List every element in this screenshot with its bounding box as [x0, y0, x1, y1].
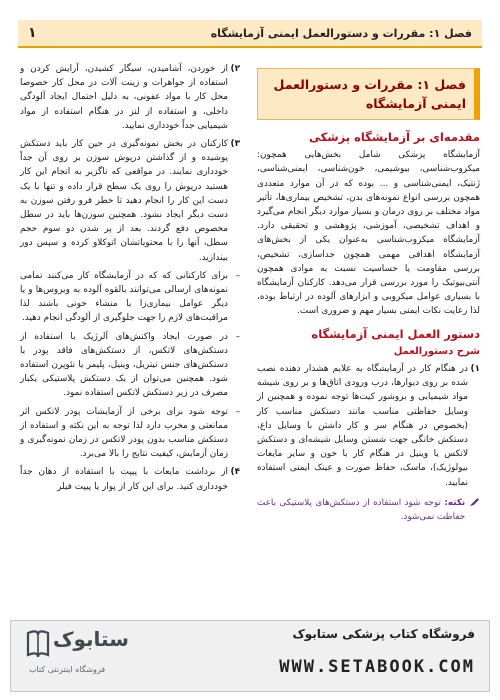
sub-point-3 [20, 405, 240, 462]
setabook-logo [23, 625, 133, 685]
chapter-title: فصل ۱: مقررات و دستورالعمل ایمنی آزمایشگاه [273, 77, 466, 111]
intro-paragraph: آزمایشگاه پزشکی شامل بخش‌هایی همچون: میکروب‌شناسی، بیوشیمی، خون‌شناسی، ایمنی‌شناسی، ژنتیک، ایمنی‌شناسی و ... بوده که در آن موارد متعددی همچون بررسی انواع نمونه‌های بدن، تشخیص بیماری‌ها، تأثیر مواد مختلف بر روی درمان و بسیار موارد دیگر انجام می‌گیرد و اهداف تشخیصی، آموزشی، پژوهشی و تحقیقی دارد. آزمایشگاه میکروب‌شناسی به‌عنوان یکی از بخش‌های آزمایشگاه اهدافی مهمی همچون جداسازی، تشخیص، بررسی مقاومت یا حساسیت نسبت به موادی همچون آنتی‌بیوتیک را مورد بررسی قرار می‌دهد. کارکنان آزمایشگاه با بسیاری عوامل میکروبی و ابزارهای آلوده در ارتباط بوده، لذا رعایت نکات ایمنی بسیار مهم و ضروری است. [257, 150, 480, 317]
dash-marker: – [235, 406, 240, 417]
item-text: کارکنان در بخش نمونه‌گیری در حین کار باید دستکش پوشیده و از گذاشتن درپوش سوزن بر روی آن جداً خودداری نمایند. در مواقعی که ناگزیر به انجام این کار هستید درپوش را روی یک سطح قرار داده و تنها با یک دست این کار را انجام دهید تا خطر فرو رفتن سوزن به دست دیگر ایجاد نشود. همچنین سوزن‌ها باید در سطل مخصوص دفع گردند. بعد از پر شدن دو سوم حجم سطل، آنها را با محتویاتشان اتوکلاو کرده و سپس دور بیندازید. [20, 139, 228, 263]
guideline-item-2 [20, 62, 240, 133]
dash-marker: – [235, 270, 240, 281]
dash-marker: – [235, 331, 240, 342]
right-column [257, 62, 480, 524]
guideline-item-3 [20, 137, 240, 265]
item-text: در هنگام کار در آزمایشگاه به علایم هشدار دهنده نصب شده بر روی دیوارها، درب ورودی اتاق‌ها و بر روی شیشه مواد شیمیایی و بروشور کیت‌ها توجه نموده و همچنین از وسایل حفاظتی مناسب مانند دستکش مناسب کار (بخصوص در هنگام سر و کار داشتن با وسایل داغ، دستکش خانگی جهت شستن وسایل شیشه‌ای و دستکش لاتکس یا وینیل در هنگام کار با خون و سایر مایعات بیولوژیک)، ماسک، حفاظ صورت و عینک ایمنی استفاده نمایید. [257, 364, 468, 488]
item-number: ۳) [230, 139, 240, 150]
page-number: ۱ [28, 25, 37, 41]
item-number: ۲) [230, 64, 240, 74]
guideline-item-1 [257, 362, 480, 490]
store-name: فروشگاه کتاب پزشکی ستابوک [292, 627, 475, 641]
pen-icon [469, 496, 480, 508]
note-text: توجه شود استفاده از دستکش‌های پلاستیکی باعث حفاظت نمی‌شود. [257, 497, 466, 523]
website-link[interactable]: WWW.SETABOOK.COM [279, 657, 475, 677]
safety-subheading: شرح دستورالعمل [393, 345, 480, 357]
guideline-item-4 [20, 465, 240, 493]
logo-tagline: فروشگاه اینترنتی کتاب [29, 665, 106, 674]
running-header [18, 20, 482, 48]
sub-point-text: در صورت ایجاد واکنش‌های آلرژیک با استفاده از دستکش‌های لاتکس، از دستکش‌های فاقد پودر یا دستکش‌های جنس نیتریل، وینیل، پلیمر یا نئوپرن استفاده شود. همچنین می‌توان از یک دستکش پلاستیکی یکبار مصرف در زیر دستکش لاتکس استفاده نمود. [20, 331, 228, 399]
footer-banner [10, 620, 490, 692]
logo-name: ستابوک [53, 627, 129, 651]
sub-point-text: برای کارکنانی که که در آزمایشگاه کار می‌کنند تمامی نمونه‌های ارسالی می‌توانند بالقوه آلوده به ویروس‌ها و یا دیگر عوامل بیماری‌زا با منشاء خونی باشند لذا مراقبت‌های لازم را جهت جلوگیری از آلودگی انجام دهید. [20, 270, 228, 324]
sub-point-2 [20, 330, 240, 401]
item-number: ۱) [470, 364, 480, 375]
sub-point-text: توجه شود برای برخی از آزمایشات پودر لاتکس اثر ممانعتی و مخرب دارد لذا توجه به این نکته و استفاده از دستکش مناسب بدون پودر لاتکس در زمان نمونه‌گیری و زمان آزمایش، کیفیت نتایج را بالا می‌برد. [20, 406, 228, 460]
note-label: نکته: [444, 497, 466, 508]
header-title: فصل ۱: مقررات و دستورالعمل ایمنی آزمایشگاه [210, 26, 472, 40]
book-icon [25, 629, 51, 659]
note-box [257, 496, 480, 524]
safety-heading: دستور العمل ایمنی آزمایشگاه [311, 326, 480, 341]
sub-point-1 [20, 269, 240, 326]
left-column [20, 62, 240, 498]
chapter-title-box [257, 68, 480, 120]
item-number: ۴) [230, 467, 240, 478]
item-text: از برداشت مایعات با پیپت با استفاده از دهان جداً خودداری کنید. برای این کار از پوار یا پیپت فیلر [20, 467, 228, 492]
intro-heading: مقدمه‌ای بر آزمایشگاه پزشکی [308, 130, 480, 144]
item-text: از خوردن، آشامیدن، سیگار کشیدن، آرایش کردن و استفاده از جواهرات و زینت آلات در محل کار خصوصا محل کار با مواد عفونی، به دلیل احتمال ایجاد آلودگی داخلی، و استفاده از لنز در هنگام استفاده از مواد شیمیایی جداً خودداری نمایید. [20, 64, 228, 131]
